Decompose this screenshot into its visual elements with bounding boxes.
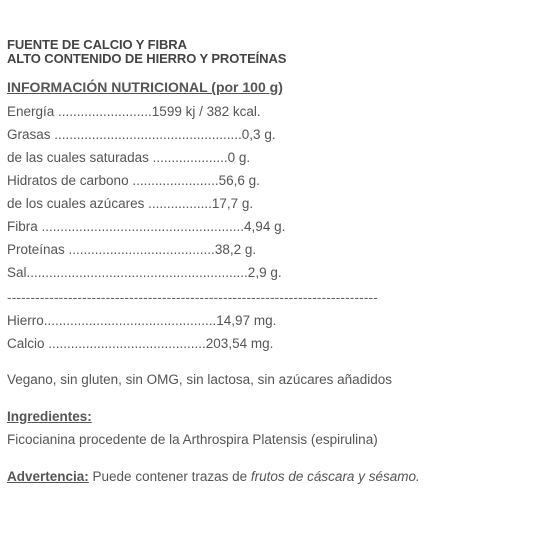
ingredients-text: Ficocianina procedente de la Arthrospira Platensis (espirulina) (7, 432, 378, 447)
row-proteinas: Proteínas .......................................38,2 g. (7, 242, 257, 257)
row-calcio: Calcio ..........................................203,54 mg. (7, 336, 274, 351)
warning-label: Advertencia: (7, 469, 89, 484)
row-hierro: Hierro..............................................14,97 mg. (7, 313, 277, 328)
row-hidratos: Hidratos de carbono .......................56,6 g. (7, 173, 260, 188)
ingredients-label: Ingredientes: (7, 409, 92, 424)
header-calcium-fiber: FUENTE DE CALCIO Y FIBRA (7, 37, 187, 52)
dietary-claims: Vegano, sin gluten, sin OMG, sin lactosa, sin azúcares añadidos (7, 372, 392, 387)
row-sal: Sal...........................................................2,9 g. (7, 265, 282, 280)
row-fibra: Fibra ......................................................4,94 g. (7, 219, 286, 234)
warning-line (7, 469, 420, 484)
row-energia: Energía .........................1599 kj / 382 kcal. (7, 104, 261, 119)
row-saturadas: de las cuales saturadas ....................0 g. (7, 150, 251, 165)
warning-italic-text: frutos de cáscara y sésamo. (250, 469, 420, 484)
header-iron-protein: ALTO CONTENIDO DE HIERRO Y PROTEÍNAS (7, 51, 287, 66)
warning-text: Puede contener trazas de (88, 469, 251, 484)
row-grasas: Grasas ..................................................0,3 g. (7, 127, 276, 142)
separator-line: ------------------------------------------------------------------------------- (7, 290, 378, 305)
row-azucares: de los cuales azúcares .................17,7 g. (7, 196, 254, 211)
nutrition-title: INFORMACIÓN NUTRICIONAL (por 100 g) (7, 79, 283, 95)
